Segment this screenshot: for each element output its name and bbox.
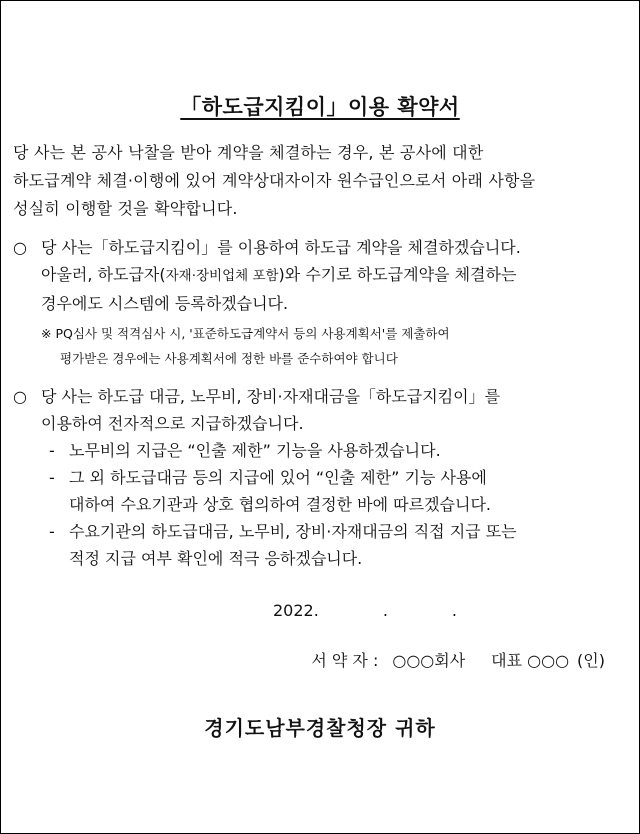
circle-bullet-icon: ○ xyxy=(13,387,27,406)
pledge-1-parenthetical: 자재·장비업체 포함 xyxy=(165,268,279,284)
intro-line: 성실히 이행할 것을 확약합니다. xyxy=(13,199,238,218)
pledge-2-item-continuation: 적정 지급 여부 확인에 적극 응하겠습니다. xyxy=(69,549,363,568)
pledge-2-item-continuation: 대하여 수요기관과 상호 협의하여 결정한 바에 따르겠습니다. xyxy=(69,495,492,514)
pledge-2-item xyxy=(13,518,627,545)
signer-company: ○○○회사 xyxy=(392,651,466,670)
circle-bullet-icon: ○ xyxy=(13,238,27,257)
pledge-1-line xyxy=(13,234,627,261)
document-title: 「하도급지킴이」이용 확약서 xyxy=(180,95,460,119)
pledge-1-text: )와 수기로 하도급계약을 체결하는 xyxy=(278,265,517,284)
intro-line: 당 사는 본 공사 낙찰을 받아 계약을 체결하는 경우, 본 공사에 대한 xyxy=(13,143,484,162)
date-year: 2022. xyxy=(273,601,319,620)
pledge-2-item-text: 노무비의 지급은 “인출 제한” 기능을 사용하겠습니다. xyxy=(69,441,441,460)
pledge-1-line xyxy=(13,261,627,290)
pledge-2-line xyxy=(13,383,627,410)
date-month: . xyxy=(382,601,388,620)
signature-line xyxy=(311,648,605,671)
pledge-section-2 xyxy=(13,383,627,572)
pledge-1-text: 아울러, 하도급자( xyxy=(41,265,166,284)
dash-bullet: - xyxy=(49,441,55,460)
signer-representative: 대표 ○○○ xyxy=(491,651,570,670)
dash-bullet: - xyxy=(49,468,55,487)
pledge-1-note: 평가받은 경우에는 사용계획서에 정한 바를 준수하여야 합니다 xyxy=(60,351,398,366)
pledge-2-item xyxy=(13,464,627,491)
pledge-1-note: ※ PQ심사 및 적격심사 시, '표준하도급계약서 등의 사용계획서'를 제출하여 xyxy=(41,326,450,341)
pledge-date xyxy=(273,601,457,620)
dash-bullet: - xyxy=(49,522,55,541)
pledge-1-text: 당 사는「하도급지킴이」를 이용하여 하도급 계약을 체결하겠습니다. xyxy=(41,238,521,257)
seal-mark: (인) xyxy=(577,651,605,670)
pledge-1-line: 경우에도 시스템에 등록하겠습니다. xyxy=(41,294,289,313)
pledge-2-line: 이용하여 전자적으로 지급하겠습니다. xyxy=(41,414,304,433)
pledge-2-item-text: 수요기관의 하도급대금, 노무비, 장비·자재대금의 직접 지급 또는 xyxy=(69,522,517,541)
pledge-2-item-text: 그 외 하도급대금 등의 지급에 있어 “인출 제한” 기능 사용에 xyxy=(69,468,487,487)
pledge-section-1 xyxy=(13,234,627,371)
signer-label: 서 약 자 : xyxy=(311,651,379,670)
intro-line: 하도급계약 체결·이행에 있어 계약상대자이자 원수급인으로서 아래 사항을 xyxy=(13,171,536,190)
date-day: . xyxy=(451,601,457,620)
pledge-2-item xyxy=(13,437,627,464)
pledge-2-text: 당 사는 하도급 대금, 노무비, 장비·자재대금을「하도급지킴이」를 xyxy=(41,387,501,406)
recipient: 경기도남부경찰청장 귀하 xyxy=(204,716,436,740)
intro-paragraph xyxy=(13,139,627,223)
